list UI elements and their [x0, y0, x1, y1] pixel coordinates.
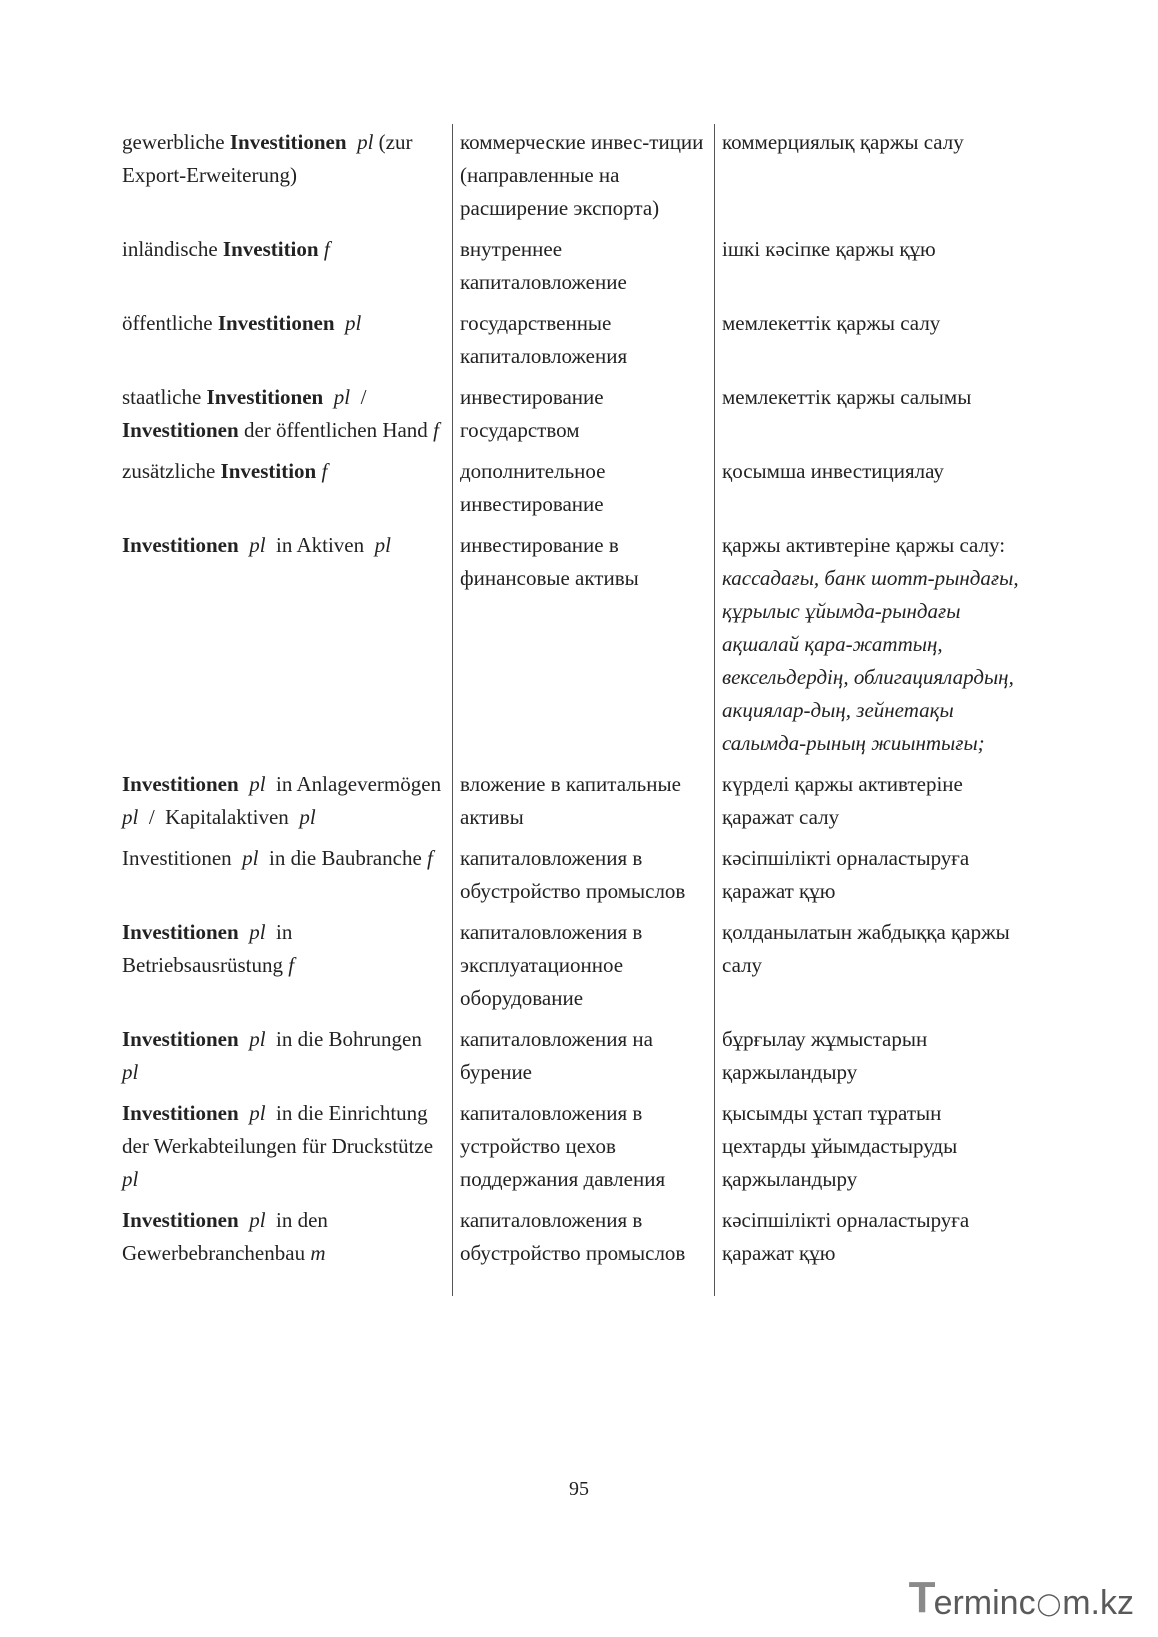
term-segment: staatliche	[122, 385, 207, 409]
glossary-row	[122, 231, 1022, 305]
kazakh-term	[714, 527, 1022, 766]
logo-magnifier-icon: ◯	[1036, 1591, 1062, 1616]
german-term	[122, 766, 452, 840]
logo-letter-t: T	[908, 1573, 936, 1622]
kazakh-term	[714, 231, 1022, 305]
term-segment	[239, 533, 250, 557]
term-segment: Investitionen	[217, 311, 335, 335]
term-segment: қосымша инвестициялау	[722, 459, 944, 483]
term-segment: der öffentlichen Hand	[238, 418, 434, 442]
kazakh-term	[714, 766, 1022, 840]
term-segment: Investitionen	[122, 846, 243, 870]
kazakh-term	[714, 914, 1022, 1021]
german-term	[122, 914, 452, 1021]
glossary-row	[122, 305, 1022, 379]
term-segment: капиталовложения на бурение	[460, 1027, 659, 1084]
russian-term	[452, 1021, 714, 1095]
term-segment: мемлекеттік қаржы салу	[722, 311, 941, 335]
term-segment: Investitionen	[122, 533, 239, 557]
term-segment: бұрғылау жұмыстарын қаржыландыру	[722, 1027, 933, 1084]
glossary-row	[122, 1202, 1022, 1296]
kazakh-term	[714, 840, 1022, 914]
term-segment: күрделі қаржы активтеріне қаражат салу	[722, 772, 969, 829]
term-segment: pl	[122, 1167, 139, 1191]
term-segment	[335, 311, 346, 335]
term-segment: gewerbliche	[122, 130, 230, 154]
term-segment: Investitionen	[206, 385, 324, 409]
term-segment: f	[427, 846, 433, 870]
german-term	[122, 231, 452, 305]
term-segment: in die Einrichtung der Werkabteilungen für Druckstütze	[122, 1101, 444, 1158]
german-term	[122, 124, 452, 231]
term-segment: капиталовложения в обустройство промыслов	[460, 1208, 686, 1265]
term-segment: капиталовложения в обустройство промыслов	[460, 846, 686, 903]
term-segment: Investitionen	[122, 920, 239, 944]
term-segment: pl	[333, 385, 351, 409]
russian-term	[452, 914, 714, 1021]
term-segment: Investition	[222, 237, 319, 261]
term-segment	[323, 385, 334, 409]
term-segment: вложение в капитальные активы	[460, 772, 687, 829]
term-segment: in Aktiven	[265, 533, 375, 557]
russian-term	[452, 1202, 714, 1296]
term-segment: Investitionen	[122, 418, 239, 442]
term-segment: in den Gewerbebranchenbau	[122, 1208, 334, 1265]
term-segment: инвестирование государством	[460, 385, 609, 442]
russian-term	[452, 766, 714, 840]
term-segment: /	[350, 385, 377, 409]
kazakh-term	[714, 379, 1022, 453]
term-segment: f	[323, 237, 330, 261]
term-segment: мемлекеттік қаржы салымы	[722, 385, 972, 409]
russian-term	[452, 124, 714, 231]
term-segment: pl	[122, 1060, 139, 1084]
logo-domain: m.kz	[1062, 1584, 1134, 1622]
term-segment: внутреннее капиталовложение	[460, 237, 627, 294]
glossary-row	[122, 379, 1022, 453]
russian-term	[452, 379, 714, 453]
term-segment: / Kapitalaktiven	[138, 805, 300, 829]
term-segment: капиталовложения в эксплуатационное оборудование	[460, 920, 648, 1010]
term-segment: кәсіпшілікті орналастыруға қаражат құю	[722, 846, 975, 903]
kazakh-term	[714, 1202, 1022, 1296]
glossary-row	[122, 124, 1022, 231]
term-segment: қолданылатын жабдыққа қаржы салу	[722, 920, 1015, 977]
glossary-row	[122, 914, 1022, 1021]
glossary-row	[122, 840, 1022, 914]
term-segment: pl	[249, 1027, 266, 1051]
term-segment: f	[321, 459, 328, 483]
glossary-row	[122, 1095, 1022, 1202]
term-segment: (zur Export-Erweiterung)	[122, 130, 418, 187]
german-term	[122, 1202, 452, 1296]
russian-term	[452, 305, 714, 379]
term-segment: қысымды ұстап тұратын цехтарды ұйымдастыруды қаржыландыру	[722, 1101, 963, 1191]
german-term	[122, 527, 452, 766]
term-segment	[239, 1027, 250, 1051]
term-segment: pl	[299, 805, 316, 829]
term-segment: капиталовложения в устройство цехов поддержания давления	[460, 1101, 666, 1191]
term-segment: инвестирование в финансовые активы	[460, 533, 639, 590]
term-segment: pl	[249, 1101, 266, 1125]
glossary-row	[122, 527, 1022, 766]
term-segment: pl	[249, 772, 266, 796]
term-segment: Investitionen	[229, 130, 347, 154]
glossary-row	[122, 766, 1022, 840]
term-segment: государственные капиталовложения	[460, 311, 628, 368]
term-segment	[239, 1208, 250, 1232]
term-segment: кассадағы, банк шотт-рындағы, құрылыс ұйымда-рындағы ақшалай қара-жаттың, вексельдердің, облигациялардың, акциялар-дың, зейнетақы салымда-рының жиынтығы;	[722, 566, 1024, 755]
kazakh-term	[714, 453, 1022, 527]
german-term	[122, 1021, 452, 1095]
term-segment: in die Baubranche	[258, 846, 428, 870]
german-term	[122, 1095, 452, 1202]
term-segment: pl	[345, 311, 362, 335]
page-number: 95	[569, 1478, 589, 1500]
russian-term	[452, 231, 714, 305]
term-segment	[347, 130, 358, 154]
term-segment: pl	[242, 846, 259, 870]
term-segment: коммерциялық қаржы салу	[722, 130, 964, 154]
term-segment: pl	[374, 533, 391, 557]
term-segment: pl	[249, 1208, 266, 1232]
term-segment: inländische	[122, 237, 223, 261]
term-segment: in Anlagevermögen	[265, 772, 452, 796]
term-segment	[239, 920, 250, 944]
term-segment	[239, 1101, 250, 1125]
russian-term	[452, 1095, 714, 1202]
term-segment: Investitionen	[122, 1027, 239, 1051]
term-segment: кәсіпшілікті орналастыруға қаражат құю	[722, 1208, 975, 1265]
term-segment: in Betriebsausrüstung	[122, 920, 298, 977]
term-segment: Investitionen	[122, 1208, 239, 1232]
term-segment: f	[433, 418, 439, 442]
term-segment: коммерческие инвес-тиции (направленные на расширение экспорта)	[460, 130, 709, 220]
term-segment: in die Bohrungen	[265, 1027, 433, 1051]
kazakh-term	[714, 124, 1022, 231]
term-segment: дополнительное инвестирование	[460, 459, 611, 516]
kazakh-term	[714, 1095, 1022, 1202]
german-term	[122, 379, 452, 453]
term-segment: Investitionen	[122, 772, 239, 796]
termincom-logo	[909, 1573, 1134, 1623]
term-segment: pl	[249, 533, 266, 557]
term-segment: Investition	[220, 459, 317, 483]
term-segment: қаржы активтеріне қаржы салу:	[722, 533, 1011, 557]
glossary-row	[122, 1021, 1022, 1095]
glossary-row	[122, 453, 1022, 527]
term-segment: pl	[122, 805, 139, 829]
german-term	[122, 305, 452, 379]
kazakh-term	[714, 1021, 1022, 1095]
term-segment: Investitionen	[122, 1101, 239, 1125]
term-segment: m	[310, 1241, 326, 1265]
russian-term	[452, 453, 714, 527]
logo-text: erminc	[933, 1584, 1036, 1622]
term-segment	[239, 772, 250, 796]
term-segment: ішкі кәсіпке қаржы құю	[722, 237, 936, 261]
russian-term	[452, 840, 714, 914]
german-term	[122, 453, 452, 527]
term-segment: pl	[249, 920, 266, 944]
term-segment: f	[288, 953, 295, 977]
german-term	[122, 840, 452, 914]
russian-term	[452, 527, 714, 766]
glossary-table	[122, 124, 1022, 1296]
term-segment: zusätzliche	[122, 459, 221, 483]
kazakh-term	[714, 305, 1022, 379]
term-segment: öffentliche	[122, 311, 218, 335]
term-segment: pl	[357, 130, 374, 154]
